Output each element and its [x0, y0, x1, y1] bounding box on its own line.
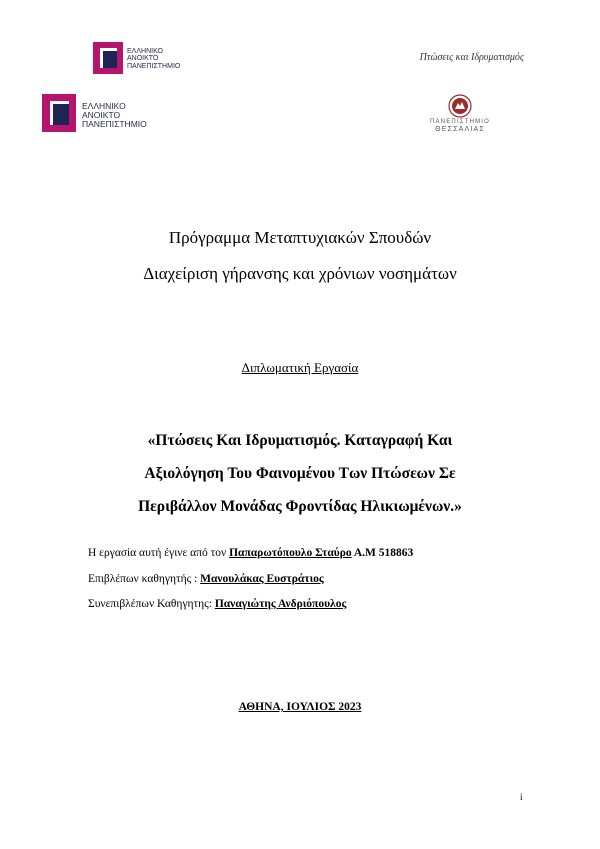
eap-small-line-3: ΠΑΝΕΠΙΣΤΗΜΙΟ	[127, 62, 181, 70]
eap-small-line-2: ΑΝΟΙΚΤΟ	[127, 55, 159, 63]
eap-emblem-icon	[42, 94, 76, 132]
supervisor-prefix: Επιβλέπων καθηγητής :	[88, 573, 201, 585]
co-supervisor-line	[88, 598, 346, 610]
page-number: i	[520, 792, 523, 802]
eap-emblem-icon	[93, 42, 123, 74]
author-line	[88, 547, 413, 559]
place-date-label: ΑΘΗΝΑ, ΙΟΥΛΙΟΣ 2023	[238, 701, 362, 713]
uth-seal-icon	[448, 94, 472, 118]
author-prefix: Η εργασία αυτή έγινε από τον	[88, 547, 230, 559]
running-header: Πτώσεις και Ιδρυματισμός	[419, 52, 524, 63]
uth-line-2: ΘΕΣΣΑΛΙΑΣ	[435, 126, 485, 133]
document-type-label: Διπλωματική Εργασία	[241, 360, 359, 375]
specialty-title: Διαχείριση γήρανσης και χρόνιων νοσημάτων	[143, 264, 457, 283]
eap-large-line-3: ΠΑΝΕΠΙΣΤΗΜΙΟ	[82, 118, 147, 129]
thesis-title-line-1: «Πτώσεις Και Ιδρυματισμός. Καταγραφή Και	[147, 432, 453, 449]
author-name: Παπαρωτόπουλο Σταύρο	[229, 547, 352, 559]
eap-logo-large	[42, 94, 162, 136]
eap-large-line-2: ΑΝΟΙΚΤΟ	[82, 109, 121, 120]
uth-logo	[424, 94, 496, 138]
uth-line-1: ΠΑΝΕΠΙΣΤΗΜΙΟ	[429, 119, 491, 125]
thesis-title	[0, 424, 600, 523]
co-supervisor-name: Παναγιώτης Ανδριόπουλος	[214, 598, 347, 610]
author-id: Α.Μ 518863	[351, 547, 414, 559]
program-title: Πρόγραμμα Μεταπτυχιακών Σπουδών	[168, 228, 432, 247]
thesis-title-line-3: Περιβάλλον Μονάδας Φροντίδας Ηλικιωμένων.»	[138, 498, 462, 515]
thesis-title-line-2: Αξιολόγηση Του Φαινομένου Των Πτώσεων Σε	[144, 465, 456, 482]
document-type	[0, 360, 600, 376]
place-date	[0, 697, 600, 715]
supervisor-line	[88, 573, 324, 585]
eap-large-line-1: ΕΛΛΗΝΙΚΟ	[82, 101, 126, 111]
eap-logo-small	[93, 42, 203, 76]
co-supervisor-prefix: Συνεπιβλέπων Καθηγητης:	[88, 598, 215, 610]
supervisor-name: Μανουλάκας Ευστράτιος	[200, 573, 324, 585]
eap-small-line-1: ΕΛΛΗΝΙΚΟ	[127, 48, 163, 55]
